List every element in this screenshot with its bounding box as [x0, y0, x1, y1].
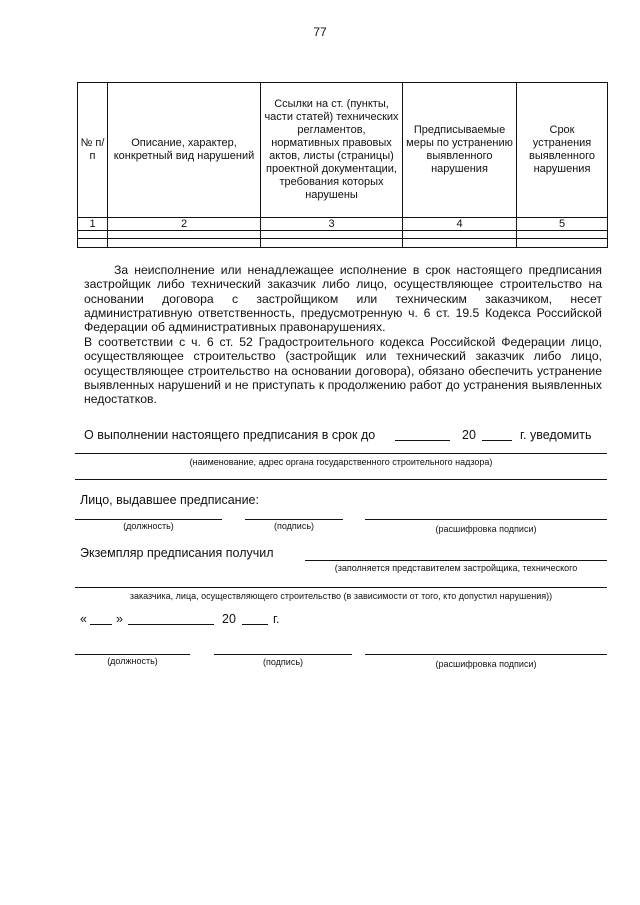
empty-cell[interactable]: [517, 231, 608, 239]
empty-cell[interactable]: [403, 231, 517, 239]
issuer-signature-caption: (подпись): [273, 521, 315, 531]
receiver-field-2[interactable]: [75, 587, 607, 588]
notify-prefix: О выполнении настоящего предписания в срок до: [84, 428, 376, 442]
empty-cell[interactable]: [403, 239, 517, 248]
empty-cell[interactable]: [78, 231, 108, 239]
header-measures: Предписываемые меры по устранению выявленного нарушения: [403, 83, 517, 218]
receiver-caption-2: заказчика, лица, осуществляющего строительство (в зависимости от того, кто допустил нарушения)): [129, 591, 553, 601]
notify-year-field[interactable]: [482, 440, 512, 441]
empty-cell[interactable]: [261, 239, 403, 248]
issuer-decoding-caption: (расшифровка подписи): [435, 524, 537, 534]
receiver-caption-1: (заполняется представителем застройщика, технического: [334, 563, 578, 573]
empty-cell[interactable]: [108, 239, 261, 248]
decoding-field[interactable]: [365, 654, 607, 655]
notify-year: 20: [462, 428, 476, 442]
column-number-3: 3: [261, 218, 403, 231]
column-number-5: 5: [517, 218, 608, 231]
column-number-4: 4: [403, 218, 517, 231]
date-month-field[interactable]: [128, 624, 214, 625]
issuer-signature-field[interactable]: [245, 519, 343, 520]
date-day-field[interactable]: [90, 624, 112, 625]
page-number: 77: [313, 25, 327, 39]
decoding-caption: (расшифровка подписи): [435, 659, 537, 669]
column-number-2: 2: [108, 218, 261, 231]
table-row: [78, 218, 608, 231]
header-description: Описание, характер, конкретный вид нарушений: [108, 83, 261, 218]
obligation-paragraph: В соответствии с ч. 6 ст. 52 Градостроительного кодекса Российской Федерации лицо, осуществляющее строительство (застройщик или технический заказчик либо лицо, осуществляющее строительство на основании договора), обязано обеспечить устранение выявленных нарушений и не приступать к продолжению работ до устранения выявленных недостатков.: [84, 335, 602, 407]
date-open-quote: «: [80, 612, 87, 626]
receiver-field[interactable]: [305, 560, 607, 561]
notify-date-field[interactable]: [395, 440, 450, 441]
issuer-label: Лицо, выдавшее предписание:: [80, 493, 259, 507]
violations-table: [77, 82, 608, 248]
authority-field[interactable]: [75, 453, 607, 454]
issuer-position-field[interactable]: [75, 519, 222, 520]
date-close-quote: »: [116, 612, 123, 626]
empty-cell[interactable]: [261, 231, 403, 239]
empty-cell[interactable]: [108, 231, 261, 239]
table-row: [78, 239, 608, 248]
issuer-decoding-field[interactable]: [365, 519, 607, 520]
issuer-position-caption: (должность): [123, 521, 174, 531]
signature-caption: (подпись): [262, 657, 304, 667]
receiver-label: Экземпляр предписания получил: [80, 546, 274, 560]
authority-caption: (наименование, адрес органа государственного строительного надзора): [189, 457, 493, 467]
header-number: № п/п: [78, 83, 108, 218]
header-deadline: Срок устранения выявленного нарушения: [517, 83, 608, 218]
signature-field[interactable]: [214, 654, 352, 655]
table-header-row: [78, 83, 608, 218]
header-references: Ссылки на ст. (пункты, части статей) технических регламентов, нормативных правовых актов, листы (страницы) проектной документации, требования которых нарушены: [261, 83, 403, 218]
empty-cell[interactable]: [78, 239, 108, 248]
date-year-field[interactable]: [242, 624, 268, 625]
authority-field-2[interactable]: [75, 479, 607, 480]
liability-paragraph: За неисполнение или ненадлежащее исполнение в срок настоящего предписания застройщик либо технический заказчик либо лицо, осуществляющее строительство на основании договора с застройщиком или техническим заказчиком, несет административную ответственность, предусмотренную ч. 6 ст. 19.5 Кодекса Российской Федерации об административных правонарушениях.: [84, 263, 602, 335]
date-year: 20: [222, 612, 236, 626]
table-row: [78, 231, 608, 239]
date-suffix: г.: [273, 612, 280, 626]
notify-suffix: г. уведомить: [520, 428, 592, 442]
position-field[interactable]: [75, 654, 190, 655]
position-caption: (должность): [107, 656, 158, 666]
empty-cell[interactable]: [517, 239, 608, 248]
column-number-1: 1: [78, 218, 108, 231]
